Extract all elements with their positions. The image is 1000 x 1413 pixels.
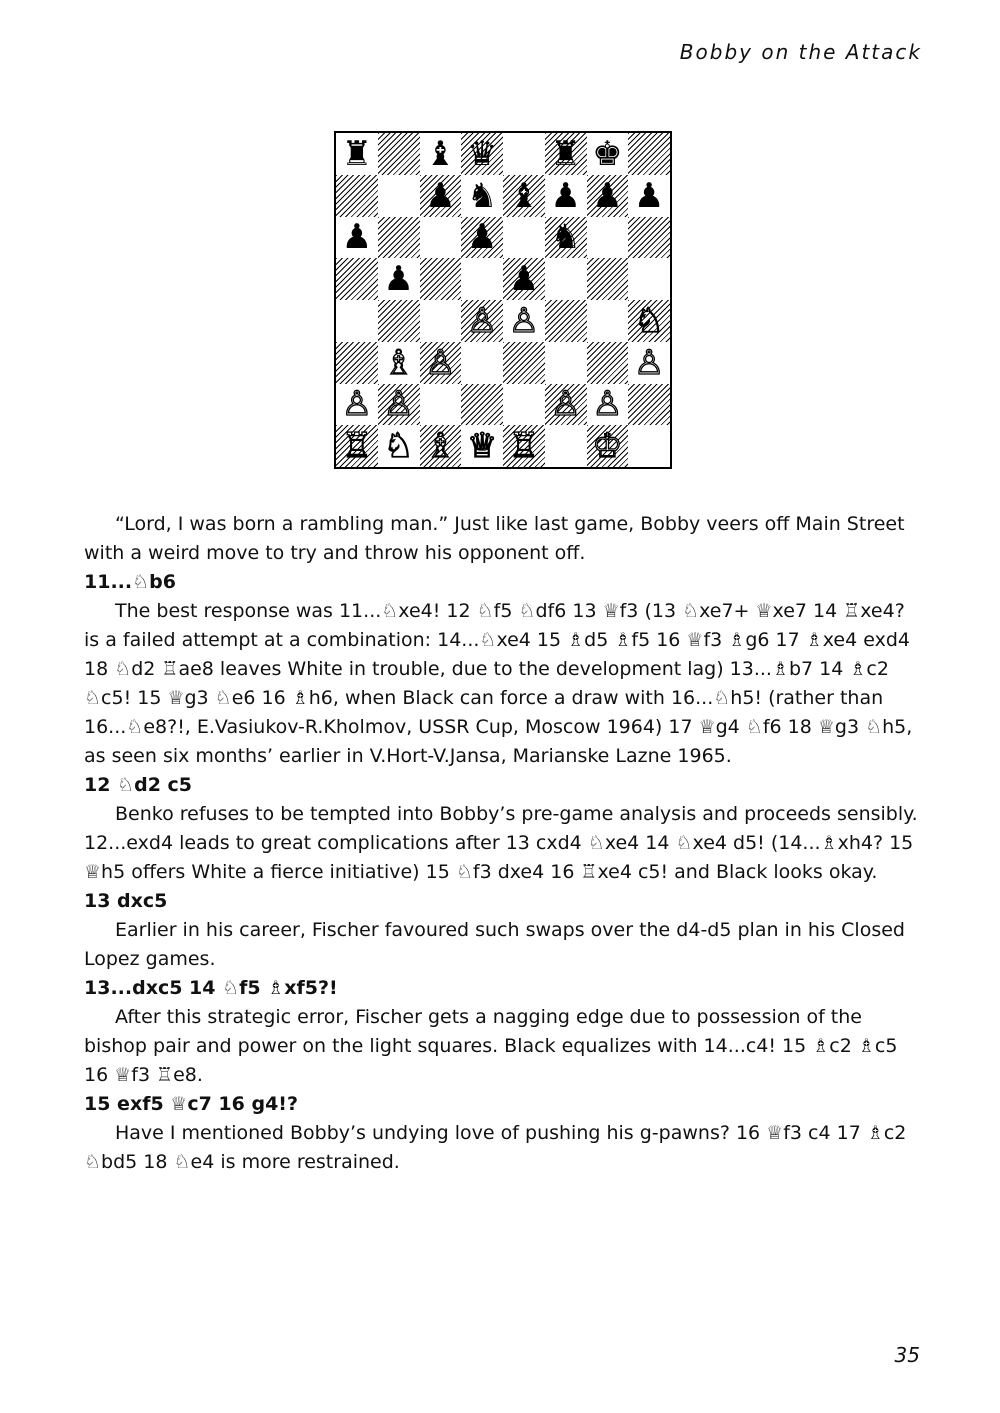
chess-piece: ♜ bbox=[550, 133, 581, 174]
square-a6 bbox=[336, 217, 378, 259]
chess-piece: ♙ bbox=[425, 342, 456, 383]
square-a2 bbox=[336, 384, 378, 426]
square-d8 bbox=[461, 133, 503, 175]
square-d3 bbox=[461, 342, 503, 384]
square-b3 bbox=[378, 342, 420, 384]
annotation-paragraph: Have I mentioned Bobby’s undying love of pushing his g-pawns? 16 ♕f3 c4 17 ♗c2 ♘bd5 18 ♘e4 is more restrained. bbox=[84, 1122, 907, 1173]
chess-board bbox=[336, 133, 670, 467]
annotation-paragraph: After this strategic error, Fischer gets a nagging edge due to possession of the bishop pair and power on the light squares. Black equalizes with 14...c4! 15 ♗c2 ♗c5 16 ♕f3 ♖e8. bbox=[84, 1006, 898, 1086]
chess-piece: ♟ bbox=[508, 259, 540, 300]
square-d6 bbox=[461, 217, 503, 259]
chess-piece: ♟ bbox=[633, 175, 665, 216]
square-f8 bbox=[545, 133, 587, 175]
square-g5 bbox=[587, 258, 629, 300]
chess-piece: ♟ bbox=[425, 175, 456, 216]
square-g2 bbox=[587, 384, 629, 426]
square-e1 bbox=[503, 425, 545, 467]
square-g7 bbox=[587, 175, 629, 217]
square-e7 bbox=[503, 175, 545, 217]
square-g1 bbox=[587, 425, 629, 467]
square-b5 bbox=[378, 258, 420, 300]
square-f3 bbox=[545, 342, 587, 384]
square-f4 bbox=[545, 300, 587, 342]
move-heading: 11...♘b6 bbox=[84, 571, 176, 593]
square-d5 bbox=[461, 258, 503, 300]
chess-piece: ♕ bbox=[466, 426, 498, 467]
square-b1 bbox=[378, 425, 420, 467]
square-a5 bbox=[336, 258, 378, 300]
square-e3 bbox=[503, 342, 545, 384]
chess-piece: ♟ bbox=[550, 175, 581, 216]
square-a4 bbox=[336, 300, 378, 342]
chess-diagram bbox=[334, 131, 672, 469]
annotation-paragraph: Benko refuses to be tempted into Bobby’s pre-game analysis and proceeds sensibly. 12...exd4 leads to great complications after 13 cxd4 ♘xe4 14 ♘xe4 d5! (14...♗xh4? 15 ♕h5 offers White a fierce initiative) 15 ♘f3 dxe4 16 ♖xe4 c5! and Black looks okay. bbox=[84, 803, 918, 883]
annotation-paragraph: The best response was 11...♘xe4! 12 ♘f5 ♘df6 13 ♕f3 (13 ♘xe7+ ♕xe7 14 ♖xe4? is a failed attempt at a combination: 14...♘xe4 15 ♗d5 ♗f5 16 ♕f3 ♗g6 17 ♗xe4 exd4 18 ♘d2 ♖ae8 leaves White in trouble, due to the development lag) 13...♗b7 14 ♗c2 ♘c5! 15 ♕g3 ♘e6 16 ♗h6, when Black can force a draw with 16...♘h5! (rather than 16...♘e8?!, E.Vasiukov-R.Kholmov, USSR Cup, Moscow 1964) 17 ♕g4 ♘f6 18 ♕g3 ♘h5, as seen six months’ earlier in V.Hort-V.Jansa, Marianske Lazne 1965. bbox=[84, 600, 913, 767]
square-b4 bbox=[378, 300, 420, 342]
square-a7 bbox=[336, 175, 378, 217]
square-b7 bbox=[378, 175, 420, 217]
square-f6 bbox=[545, 217, 587, 259]
chess-piece: ♙ bbox=[508, 300, 540, 341]
square-d1 bbox=[461, 425, 503, 467]
square-h8 bbox=[628, 133, 670, 175]
square-c3 bbox=[420, 342, 462, 384]
chess-piece: ♗ bbox=[425, 426, 456, 467]
square-c5 bbox=[420, 258, 462, 300]
chess-piece: ♝ bbox=[508, 175, 540, 216]
square-h7 bbox=[628, 175, 670, 217]
chess-piece: ♙ bbox=[383, 384, 414, 425]
square-b8 bbox=[378, 133, 420, 175]
move-heading: 13 dxc5 bbox=[84, 890, 168, 912]
square-h4 bbox=[628, 300, 670, 342]
square-a3 bbox=[336, 342, 378, 384]
chess-piece: ♙ bbox=[592, 384, 623, 425]
square-f2 bbox=[545, 384, 587, 426]
square-c4 bbox=[420, 300, 462, 342]
square-h5 bbox=[628, 258, 670, 300]
chess-piece: ♙ bbox=[466, 300, 498, 341]
square-d7 bbox=[461, 175, 503, 217]
square-b6 bbox=[378, 217, 420, 259]
square-c2 bbox=[420, 384, 462, 426]
square-d2 bbox=[461, 384, 503, 426]
square-c6 bbox=[420, 217, 462, 259]
chess-piece: ♘ bbox=[633, 300, 665, 341]
square-f5 bbox=[545, 258, 587, 300]
square-e6 bbox=[503, 217, 545, 259]
square-h2 bbox=[628, 384, 670, 426]
square-f7 bbox=[545, 175, 587, 217]
square-h6 bbox=[628, 217, 670, 259]
chess-piece: ♖ bbox=[341, 426, 373, 467]
chess-piece: ♟ bbox=[592, 175, 623, 216]
square-h1 bbox=[628, 425, 670, 467]
chess-piece: ♖ bbox=[508, 426, 540, 467]
chess-piece: ♞ bbox=[466, 175, 498, 216]
chess-piece: ♙ bbox=[550, 384, 581, 425]
chess-piece: ♗ bbox=[383, 342, 414, 383]
square-c8 bbox=[420, 133, 462, 175]
chess-piece: ♟ bbox=[383, 259, 414, 300]
body-text bbox=[84, 510, 922, 1177]
move-heading: 15 exf5 ♕c7 16 g4!? bbox=[84, 1093, 298, 1115]
chess-piece: ♜ bbox=[341, 133, 373, 174]
square-b2 bbox=[378, 384, 420, 426]
chess-piece: ♟ bbox=[466, 217, 498, 258]
move-heading: 13...dxc5 14 ♘f5 ♗xf5?! bbox=[84, 977, 338, 999]
move-heading: 12 ♘d2 c5 bbox=[84, 774, 193, 796]
square-g6 bbox=[587, 217, 629, 259]
square-a8 bbox=[336, 133, 378, 175]
page-number: 35 bbox=[894, 1343, 920, 1367]
annotation-paragraph: Earlier in his career, Fischer favoured such swaps over the d4-d5 plan in his Closed Lopez games. bbox=[84, 919, 905, 970]
chess-piece: ♞ bbox=[550, 217, 581, 258]
square-c1 bbox=[420, 425, 462, 467]
chess-piece: ♚ bbox=[592, 133, 623, 174]
chess-piece: ♙ bbox=[341, 384, 373, 425]
square-c7 bbox=[420, 175, 462, 217]
square-g3 bbox=[587, 342, 629, 384]
square-e4 bbox=[503, 300, 545, 342]
square-h3 bbox=[628, 342, 670, 384]
square-e5 bbox=[503, 258, 545, 300]
chess-piece: ♛ bbox=[466, 133, 498, 174]
chess-piece: ♔ bbox=[592, 426, 623, 467]
chess-piece: ♟ bbox=[341, 217, 373, 258]
square-a1 bbox=[336, 425, 378, 467]
square-e2 bbox=[503, 384, 545, 426]
running-head: Bobby on the Attack bbox=[679, 40, 922, 64]
square-g8 bbox=[587, 133, 629, 175]
square-e8 bbox=[503, 133, 545, 175]
annotation-paragraph: “Lord, I was born a rambling man.” Just like last game, Bobby veers off Main Street with a weird move to try and throw his opponent off. bbox=[84, 513, 905, 564]
chess-piece: ♙ bbox=[633, 342, 665, 383]
chess-piece: ♝ bbox=[425, 133, 456, 174]
square-f1 bbox=[545, 425, 587, 467]
square-g4 bbox=[587, 300, 629, 342]
square-d4 bbox=[461, 300, 503, 342]
chess-piece: ♘ bbox=[383, 426, 414, 467]
